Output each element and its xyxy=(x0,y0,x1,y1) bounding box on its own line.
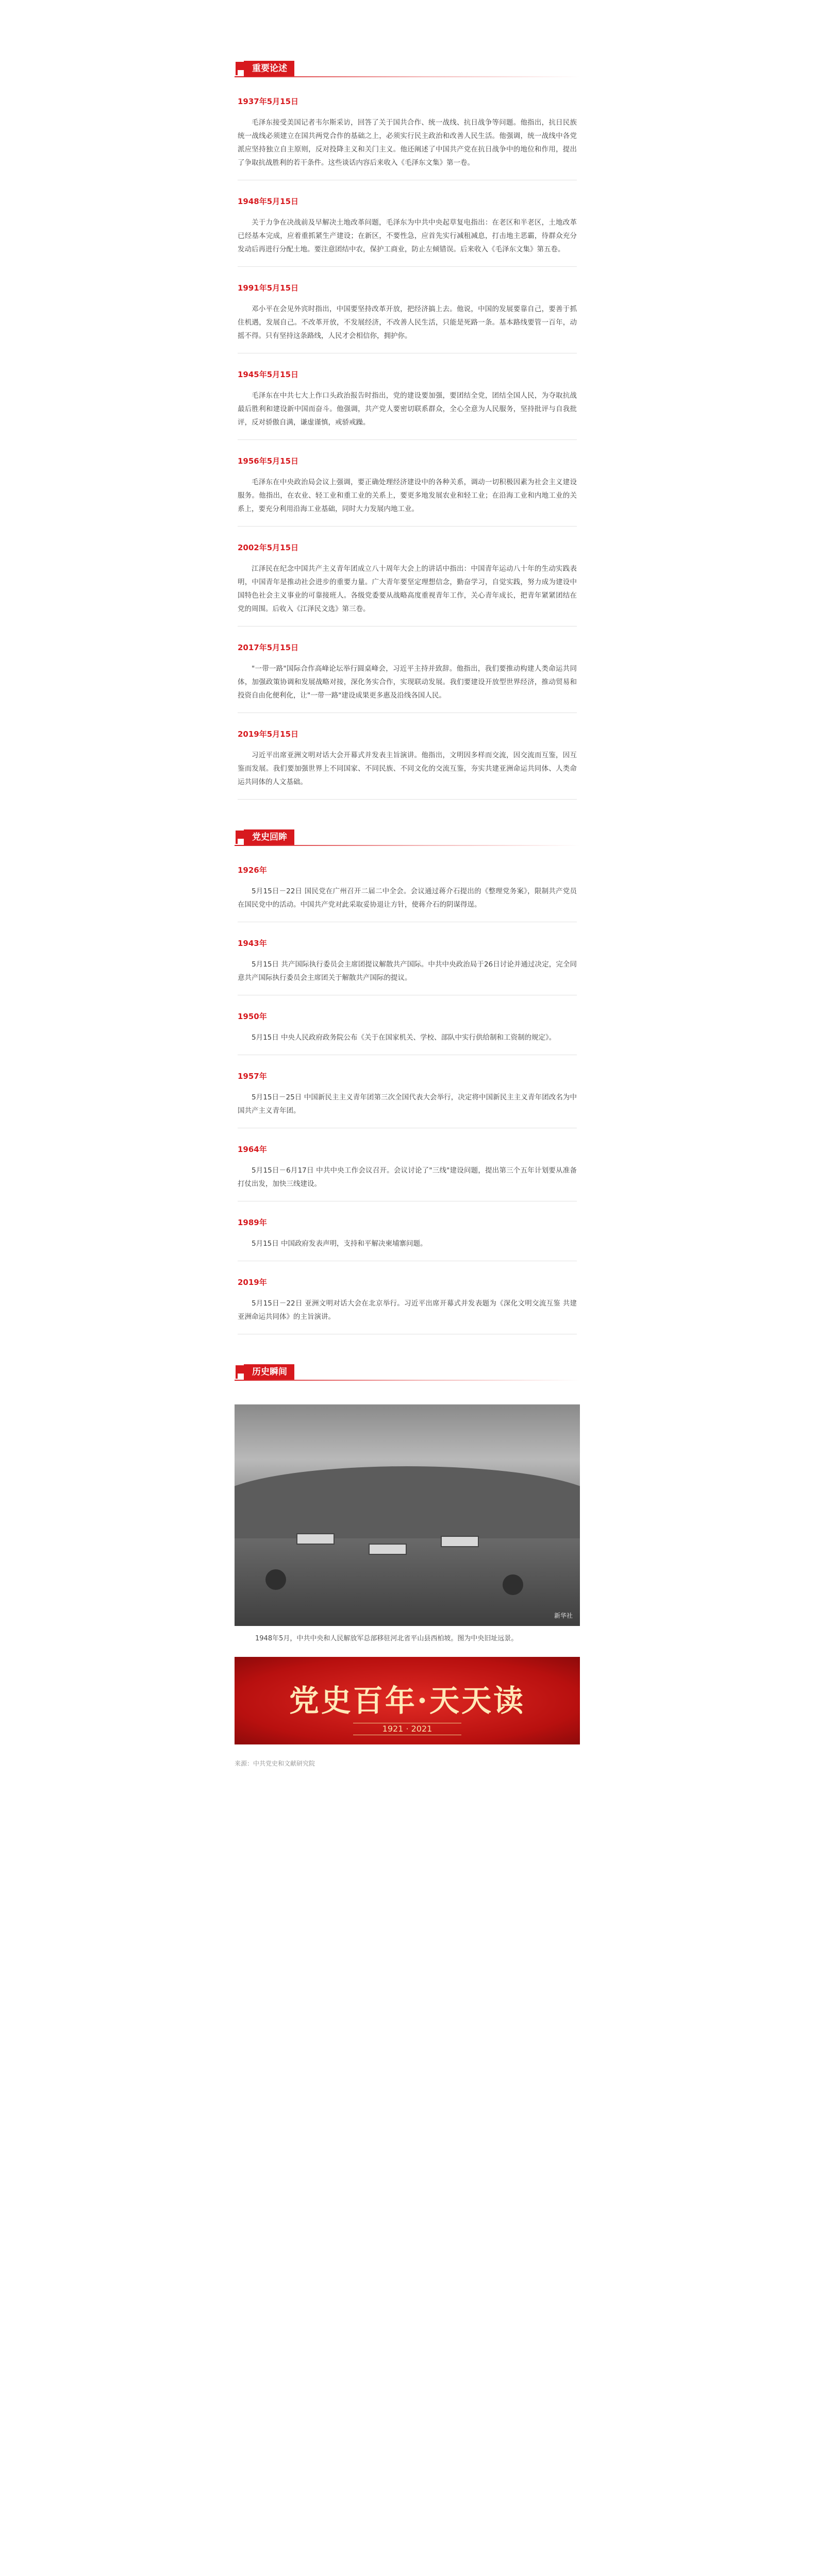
photo-tree xyxy=(265,1569,286,1590)
photo-hill xyxy=(235,1466,580,1538)
divider xyxy=(238,266,577,267)
series-banner xyxy=(235,1657,580,1744)
section-title: 历史瞬间 xyxy=(244,1364,294,1380)
photo-building xyxy=(296,1533,335,1545)
article xyxy=(235,57,580,1768)
entry-paragraph: 5月15日－22日 国民党在广州召开二届二中全会。会议通过蒋介石提出的《整理党务案》，限制共产党员在国民党中的活动。中国共产党对此采取妥协退让方针，使蒋介石的阴谋得逞。 xyxy=(238,887,577,909)
entry-paragraph: 毛泽东接受美国记者韦尔斯采访，回答了关于国共合作、统一战线、抗日战争等问题。他指出，抗日民族统一战线必须建立在国共两党合作的基础之上，必须实行民主政治和改善人民生活。他强调，统一战线中各党派应坚持独立自主原则，反对投降主义和关门主义。他还阐述了中国共产党在抗日战争中的地位和作用，提出了争取抗战胜利的若干条件。这些谈话内容后来收入《毛泽东文集》第一卷。 xyxy=(238,118,577,167)
photo-caption: 1948年5月，中共中央和人民解放军总部移驻河北省平山县西柏坡。图为中央旧址远景。 xyxy=(255,1635,518,1642)
section-header xyxy=(235,825,580,849)
entry-paragraph: 习近平出席亚洲文明对话大会开幕式并发表主旨演讲。他指出，文明因多样而交流，因交流而互鉴，因互鉴而发展。我们要加强世界上不同国家、不同民族、不同文化的交流互鉴，夯实共建亚洲命运共同体、人类命运共同体的人文基础。 xyxy=(238,751,577,786)
section-history-review xyxy=(235,825,580,1334)
section-title: 党史回眸 xyxy=(244,829,294,845)
section-header xyxy=(235,57,580,80)
entry-date: 1937年5月15日 xyxy=(238,97,299,106)
entry-date: 1964年 xyxy=(238,1145,267,1154)
entry-date: 1926年 xyxy=(238,866,267,875)
entry-date: 1956年5月15日 xyxy=(238,456,299,466)
source-note: 来源：中共党史和文献研究院 xyxy=(235,1760,315,1767)
entry-list xyxy=(235,865,580,1334)
entry-date: 1991年5月15日 xyxy=(238,283,299,293)
section-underline xyxy=(235,845,580,846)
entry-date: 2019年 xyxy=(238,1278,267,1287)
photo-tree xyxy=(503,1574,523,1595)
history-photo xyxy=(235,1404,580,1626)
entry-paragraph: 5月15日－6月17日 中共中央工作会议召开。会议讨论了"三线"建设问题，提出第三个五年计划要从准备打仗出发，加快三线建设。 xyxy=(238,1166,577,1188)
entry-paragraph: 邓小平在会见外宾时指出，中国要坚持改革开放，把经济搞上去。他说，中国的发展要靠自己，要善于抓住机遇，发展自己。不改革开放，不发展经济，不改善人民生活，只能是死路一条。基本路线要管一百年，动摇不得。只有坚持这条路线，人民才会相信你，拥护你。 xyxy=(238,305,577,340)
entry-date: 1945年5月15日 xyxy=(238,370,299,379)
entry-paragraph: 关于力争在决战前及早解决土地改革问题，毛泽东为中共中央起草复电指出：在老区和半老区，土地改革已经基本完成，应着重抓紧生产建设；在新区，不要性急，应首先实行减租减息，打击地主恶霸，待群众充分发动后再进行分配土地。要注意团结中农，保护工商业，防止左倾错误。后来收入《毛泽东文集》第五卷。 xyxy=(238,218,577,253)
photo-watermark: 新华社 xyxy=(554,1612,573,1619)
section-underline xyxy=(235,76,580,77)
entry-paragraph: 毛泽东在中央政治局会议上强调，要正确处理经济建设中的各种关系，调动一切积极因素为社会主义建设服务。他指出，在农业、轻工业和重工业的关系上，要更多地发展农业和轻工业；在沿海工业和内地工业的关系上，要充分利用沿海工业基础，同时大力发展内地工业。 xyxy=(238,478,577,513)
section-important-remarks xyxy=(235,57,580,800)
section-header xyxy=(235,1360,580,1384)
photo-building xyxy=(369,1544,407,1555)
divider xyxy=(238,439,577,440)
photo-building xyxy=(441,1536,479,1547)
banner-title: 党史百年·天天读 xyxy=(289,1683,526,1718)
divider xyxy=(238,799,577,800)
entry-date: 1948年5月15日 xyxy=(238,197,299,206)
entry-paragraph: 江泽民在纪念中国共产主义青年团成立八十周年大会上的讲话中指出：中国青年运动八十年的生动实践表明，中国青年是推动社会进步的重要力量。广大青年要坚定理想信念，勤奋学习，自觉实践，努力成为建设中国特色社会主义事业的可靠接班人。各级党委要从战略高度重视青年工作，关心青年成长，把青年紧紧团结在党的周围。后收入《江泽民文选》第三卷。 xyxy=(238,565,577,613)
entry-paragraph: 毛泽东在中共七大上作口头政治报告时指出，党的建设要加强，要团结全党，团结全国人民，为夺取抗战最后胜利和建设新中国而奋斗。他强调，共产党人要密切联系群众，全心全意为人民服务，坚持批评与自我批评，反对骄傲自满，谦虚谨慎，戒骄戒躁。 xyxy=(238,392,577,427)
entry-date: 1950年 xyxy=(238,1012,267,1021)
entry-list xyxy=(235,96,580,800)
entry-paragraph: 5月15日 中央人民政府政务院公布《关于在国家机关、学校、部队中实行供给制和工资制的规定》。 xyxy=(252,1033,556,1042)
entry-date: 1943年 xyxy=(238,939,267,948)
entry-date: 2019年5月15日 xyxy=(238,730,299,739)
banner-years: 1921 · 2021 xyxy=(353,1723,461,1735)
entry-paragraph: 5月15日 共产国际执行委员会主席团提议解散共产国际。中共中央政治局于26日讨论并通过决定，完全同意共产国际执行委员会主席团关于解散共产国际的提议。 xyxy=(238,960,577,982)
entry-date: 1989年 xyxy=(238,1218,267,1227)
section-underline xyxy=(235,1380,580,1381)
divider xyxy=(238,526,577,527)
entry-paragraph: "一带一路"国际合作高峰论坛举行圆桌峰会，习近平主持并致辞。他指出，我们要推动构建人类命运共同体，加强政策协调和发展战略对接，深化务实合作，实现联动发展。我们要建设开放型世界经济，推动贸易和投资自由化便利化，让"一带一路"建设成果更多惠及沿线各国人民。 xyxy=(238,665,577,700)
entry-paragraph: 5月15日－25日 中国新民主主义青年团第三次全国代表大会举行，决定将中国新民主主义青年团改名为中国共产主义青年团。 xyxy=(238,1093,577,1115)
entry-paragraph: 5月15日 中国政府发表声明，支持和平解决柬埔寨问题。 xyxy=(252,1240,427,1248)
entry-date: 2002年5月15日 xyxy=(238,543,299,552)
section-history-moment xyxy=(235,1360,580,1768)
entry-date: 1957年 xyxy=(238,1072,267,1081)
entry-date: 2017年5月15日 xyxy=(238,643,299,652)
entry-paragraph: 5月15日－22日 亚洲文明对话大会在北京举行。习近平出席开幕式并发表题为《深化文明交流互鉴 共建亚洲命运共同体》的主旨演讲。 xyxy=(238,1299,577,1321)
section-title: 重要论述 xyxy=(244,61,294,76)
